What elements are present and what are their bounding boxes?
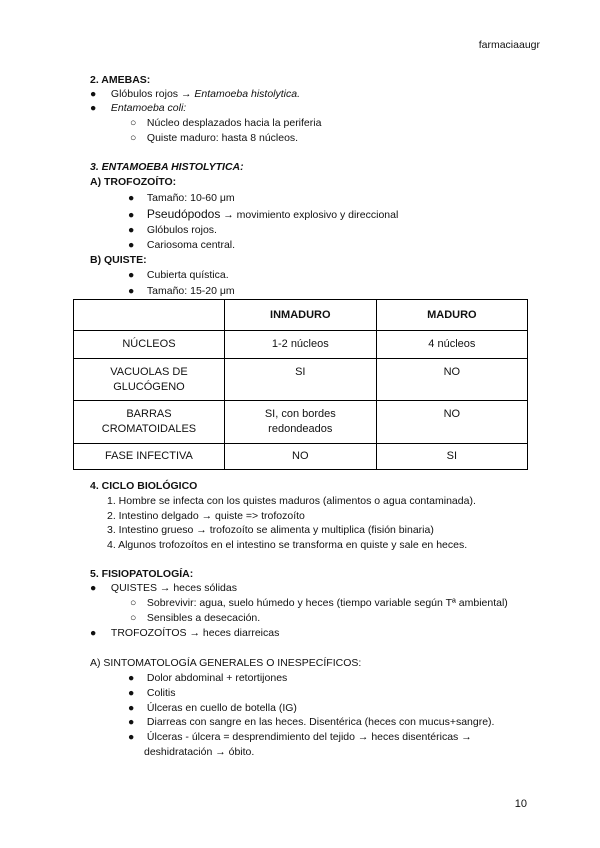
s2-sub-1 — [130, 116, 321, 130]
s4-item-2: 2. Intestino delgado → quiste => trofozoíto — [107, 510, 305, 522]
s2-b1-italic: Entamoeba histolytica. — [194, 88, 301, 100]
bullet-icon: ● — [128, 716, 135, 728]
cell-inmaduro: SI — [224, 359, 376, 401]
bullet-icon: ● — [90, 627, 97, 639]
s3-subheading-b: B) QUISTE: — [90, 254, 147, 266]
cell-inmaduro: NO — [224, 444, 376, 470]
s2-sub-2 — [130, 131, 298, 145]
bullet-icon: ● — [128, 269, 135, 281]
circle-bullet-icon: ○ — [130, 117, 137, 129]
table-row — [74, 359, 528, 401]
s4-item-3: 3. Intestino grueso → trofozoíto se alimenta y multiplica (fisión binaria) — [107, 524, 434, 536]
s5-b2-text: TROFOZOÍTOS → heces diarreicas — [110, 627, 280, 639]
circle-bullet-icon: ○ — [130, 597, 137, 609]
table-header-blank — [74, 300, 225, 331]
s5-sub-2-text: Sensibles a desecación. — [146, 612, 261, 624]
bullet-icon: ● — [128, 209, 135, 221]
row-label: BARRAS CROMATOIDALES — [74, 401, 225, 444]
bullet-icon: ● — [128, 687, 135, 699]
symptom-text: Úlceras en cuello de botella (IG) — [146, 702, 297, 714]
site-header: farmaciaaugr — [478, 39, 540, 51]
bullet-icon: ● — [90, 88, 97, 100]
quiste-comparison-table — [73, 299, 528, 470]
s2-sub-1-text: Núcleo desplazados hacia la periferia — [146, 117, 322, 129]
symptom-text: Diarreas con sangre en las heces. Disentérica (heces con mucus+sangre). — [146, 716, 495, 728]
cell-inmaduro: SI, con bordes redondeados — [224, 401, 376, 444]
s3-b-item-2 — [128, 284, 235, 298]
s3-a-item-4 — [128, 238, 235, 252]
s3-a2-rest: → movimiento explosivo y direccional — [220, 209, 399, 221]
s4-item-4: 4. Algunos trofozoítos en el intestino se transforma en quiste y sale en heces. — [107, 539, 468, 551]
cell-maduro: SI — [376, 444, 527, 470]
s3-a4-text: Cariosoma central. — [146, 239, 236, 251]
symptom-text: Colitis — [146, 687, 176, 699]
bullet-icon: ● — [128, 239, 135, 251]
row-label: NÚCLEOS — [74, 331, 225, 359]
bullet-icon: ● — [90, 102, 97, 114]
section-4-title: 4. CICLO BIOLÓGICO — [90, 480, 198, 492]
s3-b1-text: Cubierta quística. — [146, 269, 229, 281]
s2-sub-2-text: Quiste maduro: hasta 8 núcleos. — [146, 132, 299, 144]
circle-bullet-icon: ○ — [130, 612, 137, 624]
s3-a-item-1 — [128, 191, 235, 205]
cell-inmaduro: 1-2 núcleos — [224, 331, 376, 359]
symptom-item — [128, 715, 494, 729]
s3-a-item-3 — [128, 223, 217, 237]
bullet-icon: ● — [128, 731, 135, 743]
s3-b-item-1 — [128, 268, 229, 282]
symptom-item — [128, 671, 287, 685]
table-row — [74, 444, 528, 470]
symptom-item — [128, 686, 176, 700]
s4-item-1: 1. Hombre se infecta con los quistes maduros (alimentos o agua contaminada). — [107, 495, 476, 507]
s3-b2-text: Tamaño: 15-20 μm — [146, 285, 235, 297]
s5-sub-1-text: Sobrevivir: agua, suelo húmedo y heces (tiempo variable según Tª ambiental) — [146, 597, 508, 609]
s5-sub-2 — [130, 611, 260, 625]
s5-b1-text: QUISTES → heces sólidas — [110, 582, 237, 594]
symptoms-title: A) SINTOMATOLOGÍA GENERALES O INESPECÍFICOS: — [90, 657, 362, 669]
s2-b2-text: Entamoeba coli: — [110, 102, 187, 114]
s2-b1-text: Glóbulos rojos → — [110, 88, 195, 100]
s3-a-item-2 — [128, 207, 398, 222]
page-number: 10 — [514, 798, 527, 810]
bullet-icon: ● — [128, 192, 135, 204]
bullet-icon: ● — [128, 672, 135, 684]
s5-sub-1 — [130, 596, 508, 610]
row-label: VACUOLAS DE GLUCÓGENO — [74, 359, 225, 401]
cell-maduro: NO — [376, 359, 527, 401]
table-header-inmaduro: INMADURO — [224, 300, 376, 331]
s3-a1-text: Tamaño: 10-60 μm — [146, 192, 235, 204]
symptom-item — [128, 730, 472, 744]
table-header-maduro: MADURO — [376, 300, 527, 331]
table-row — [74, 401, 528, 444]
section-2-title: 2. AMEBAS: — [90, 74, 151, 86]
bullet-icon: ● — [90, 582, 97, 594]
section-3-title: 3. ENTAMOEBA HISTOLYTICA: — [90, 161, 244, 173]
cell-maduro: 4 núcleos — [376, 331, 527, 359]
symptom-text: Dolor abdominal + retortijones — [146, 672, 288, 684]
s3-a3-text: Glóbulos rojos. — [146, 224, 217, 236]
s3-subheading-a: A) TROFOZOÍTO: — [90, 176, 177, 188]
table-row — [74, 331, 528, 359]
row-label: FASE INFECTIVA — [74, 444, 225, 470]
s2-bullet-2 — [90, 101, 186, 115]
bullet-icon: ● — [128, 224, 135, 236]
symptom-continuation: deshidratación → óbito. — [144, 746, 255, 758]
table-header-row — [74, 300, 528, 331]
s5-bullet-2 — [90, 626, 279, 640]
symptom-item — [128, 701, 297, 715]
s5-bullet-1 — [90, 581, 237, 595]
section-5-title: 5. FISIOPATOLOGÍA: — [90, 568, 194, 580]
s2-bullet-1 — [90, 87, 300, 101]
bullet-icon: ● — [128, 285, 135, 297]
circle-bullet-icon: ○ — [130, 132, 137, 144]
cell-maduro: NO — [376, 401, 527, 444]
bullet-icon: ● — [128, 702, 135, 714]
symptom-text: Úlceras - úlcera = desprendimiento del tejido → heces disentéricas → — [146, 731, 472, 743]
s3-a2-big: Pseudópodos — [146, 207, 221, 221]
